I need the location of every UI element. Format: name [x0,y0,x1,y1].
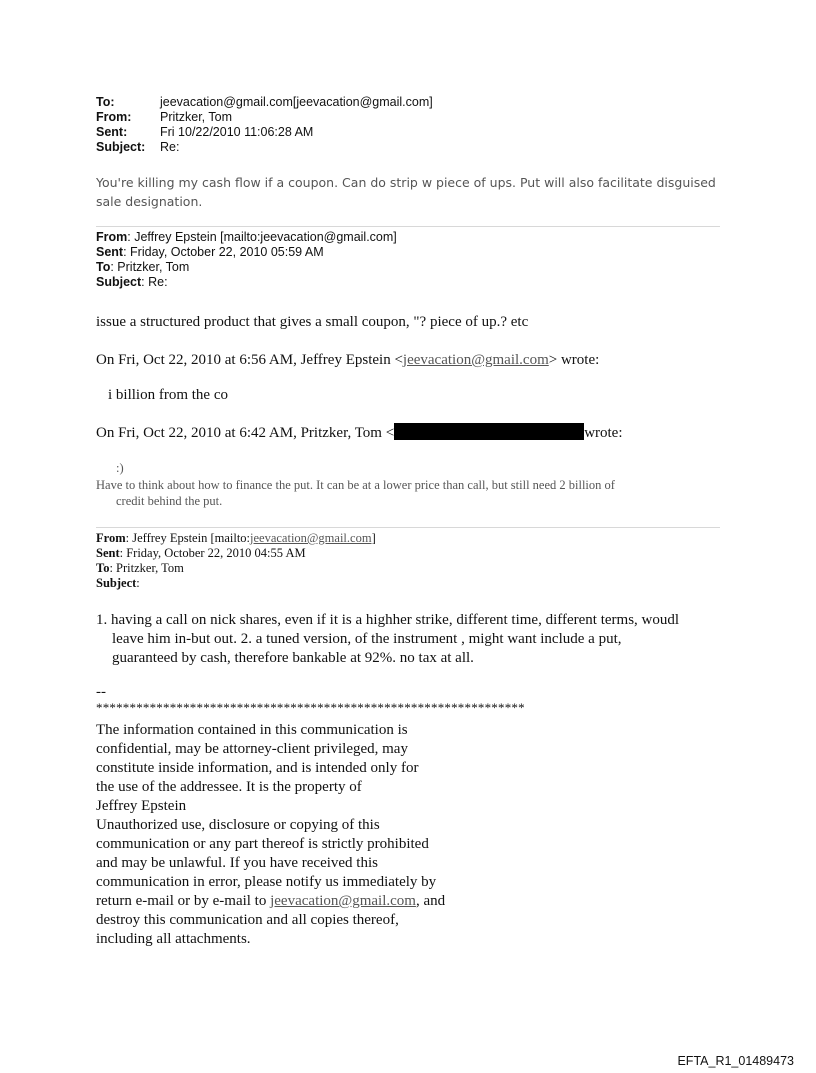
quoted2-email-link[interactable]: jeevacation@gmail.com [250,531,372,545]
quoted-sent-row [96,245,397,260]
quoted-header-2 [96,531,376,591]
footer-line: confidential, may be attorney-client privileged, may [96,741,408,757]
quoted-to-value: : Pritzker, Tom [110,260,190,274]
list-line-1: 1. having a call on nick shares, even if it is a highher strike, different time, different terms, woudl [96,612,680,628]
document-id: EFTA_R1_01489473 [677,1054,794,1068]
quoted2-from-row [96,531,376,546]
header-sent-row [96,125,433,140]
quoted2-to-label: To [96,561,110,575]
reply-attribution-2 [96,423,716,442]
signature-stars: **************************************************************** [96,700,525,715]
reply-attribution-1 [96,351,599,369]
quoted-from-row [96,230,397,245]
sent-label: Sent: [96,125,128,139]
quoted-to-label: To [96,260,111,274]
redaction-box [394,423,584,440]
footer-line: The information contained in this communication is [96,722,408,738]
quoted-from-label: From [96,230,128,244]
from-label: From: [96,110,132,124]
quoted2-to-row [96,561,376,576]
confidentiality-footer [96,721,516,949]
sent-value: Fri 10/22/2010 11:06:28 AM [160,125,314,139]
subject-label: Subject: [96,140,146,154]
header-subject-row [96,140,433,155]
quoted-subject-row [96,275,397,290]
footer-line: destroy this communication and all copies thereof, [96,912,399,928]
quoted2-subject-row [96,576,376,591]
footer-line: communication in error, please notify us immediately by [96,874,437,890]
message-body-3 [96,611,726,668]
email-link[interactable]: jeevacation@gmail.com [402,352,549,368]
finance-line-1: Have to think about how to finance the put. It can be at a lower price than call, but still need 2 billion of [96,478,615,492]
quoted2-sent-value: : Friday, October 22, 2010 04:55 AM [119,546,306,560]
footer-line: the use of the addressee. It is the property of [96,779,362,795]
finance-line-2: credit behind the put. [116,494,223,508]
quoted2-from-prefix: : Jeffrey Epstein [mailto: [125,531,251,545]
quoted-from-value: : Jeffrey Epstein [mailto:jeevacation@gmail.com] [127,230,397,244]
quoted2-sent-label: Sent [96,546,120,560]
attribution-2-suffix: wrote: [584,425,623,441]
footer-line: constitute inside information, and is intended only for [96,760,419,776]
message-smile: :) [116,461,124,475]
quoted-header-1 [96,230,397,290]
footer-line: including all attachments. [96,931,251,947]
attribution-1-prefix: On Fri, Oct 22, 2010 at 6:56 AM, Jeffrey Epstein < [96,352,403,368]
quoted2-subject-value: : [136,576,140,590]
footer-email-suffix: , and [415,893,446,909]
to-value: jeevacation@gmail.com[jeevacation@gmail.com] [160,95,433,109]
quoted-subject-label: Subject [96,275,142,289]
to-label: To: [96,95,115,109]
attribution-2-prefix: On Fri, Oct 22, 2010 at 6:42 AM, Pritzker, Tom < [96,425,395,441]
divider [96,226,720,227]
message-body-2: issue a structured product that gives a small coupon, "? piece of up.? etc [96,314,529,330]
message-body-1: You're killing my cash flow if a coupon. Can do strip w piece of ups. Put will also facilitate disguised sale designation. [96,175,716,209]
list-line-2: leave him in-but out. 2. a tuned version, of the instrument , might want include a put, [112,631,622,647]
footer-email-prefix: return e-mail or by e-mail to [96,893,271,909]
footer-email-link[interactable]: jeevacation@gmail.com [270,893,416,909]
email-header [96,95,433,155]
quoted2-from-label: From [96,531,126,545]
quoted2-sent-row [96,546,376,561]
quoted-sent-value: : Friday, October 22, 2010 05:59 AM [123,245,324,259]
quoted2-subject-label: Subject [96,576,137,590]
list-line-3: guaranteed by cash, therefore bankable at 92%. no tax at all. [112,650,474,666]
quoted2-from-suffix: ] [371,531,376,545]
header-to-row [96,95,433,110]
quoted-to-row [96,260,397,275]
quoted2-to-value: : Pritzker, Tom [109,561,184,575]
signature-dash: -- [96,684,106,700]
quoted-subject-value: : Re: [141,275,168,289]
footer-line: communication or any part thereof is strictly prohibited [96,836,429,852]
footer-line: and may be unlawful. If you have received this [96,855,378,871]
subject-value: Re: [160,140,180,154]
footer-line: Jeffrey Epstein [96,798,187,814]
message-finance [96,477,716,509]
divider [96,527,720,528]
from-value: Pritzker, Tom [160,110,233,124]
quoted-sent-label: Sent [96,245,124,259]
message-billion: i billion from the co [108,387,228,403]
footer-email-line [96,892,516,911]
header-from-row [96,110,433,125]
footer-line: Unauthorized use, disclosure or copying of this [96,817,380,833]
attribution-1-suffix: > wrote: [548,352,600,368]
